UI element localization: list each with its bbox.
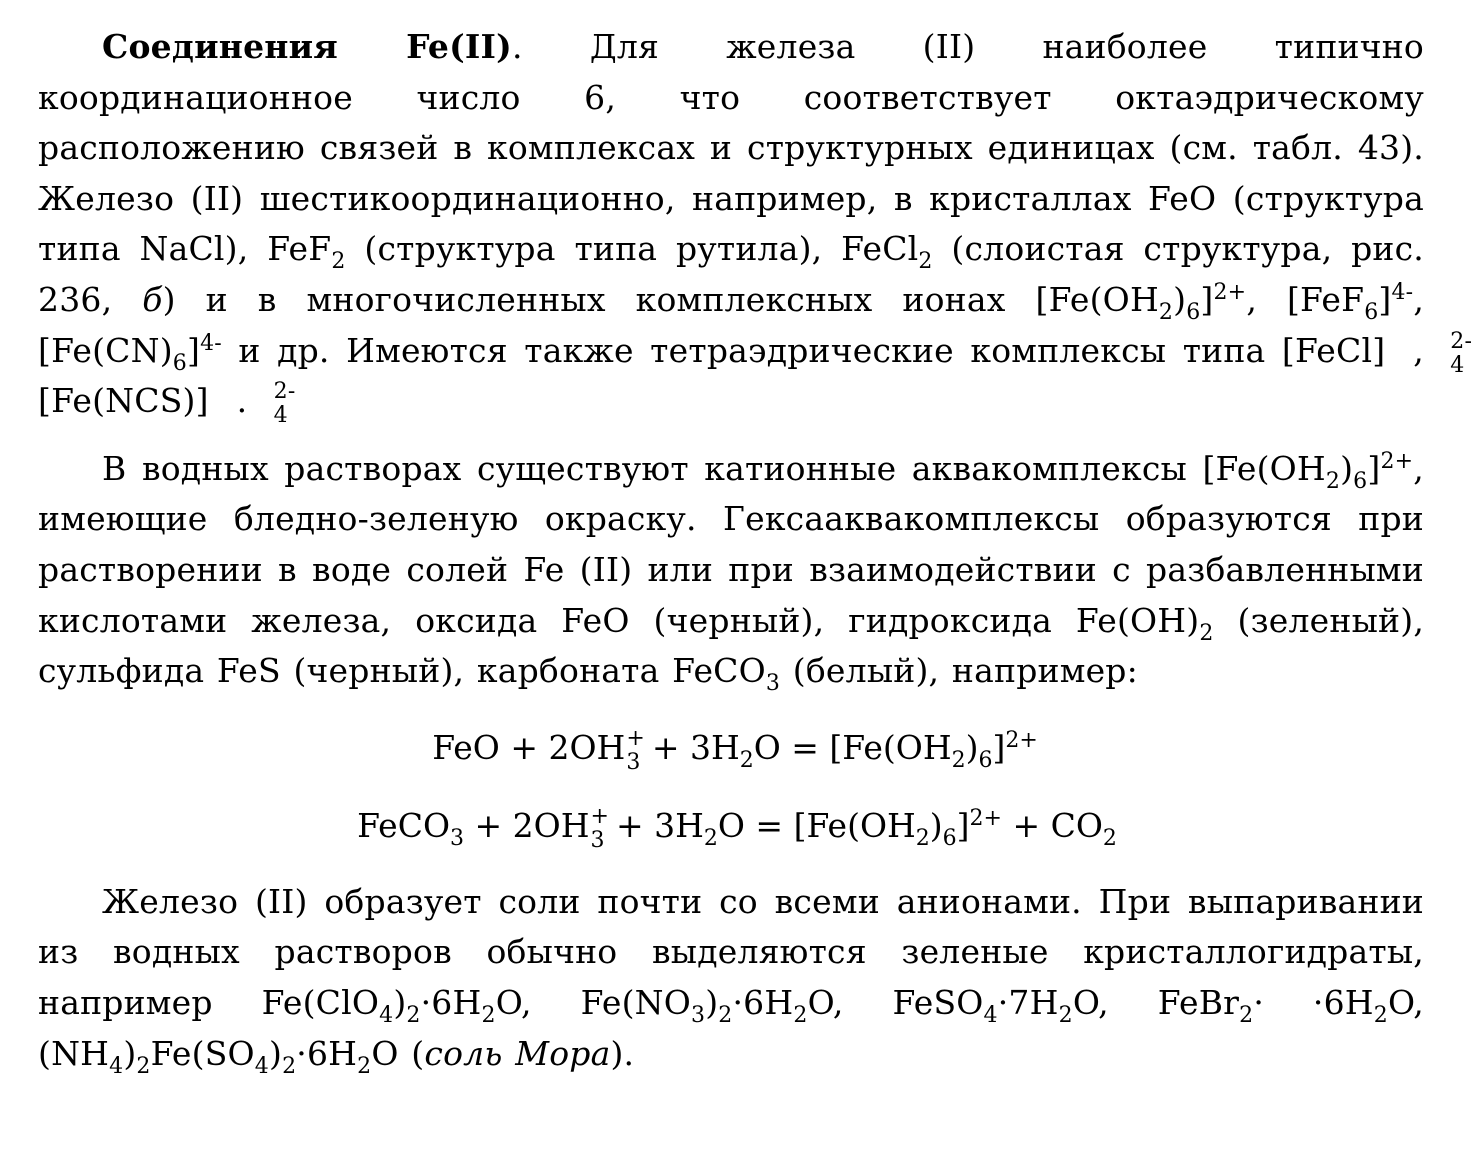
sub-sup-stack: + 3 xyxy=(590,803,609,853)
figure-letter: б xyxy=(142,279,163,319)
equations-block xyxy=(38,709,1424,865)
equation-1: FeO + 2OH + 3 + $3H_2O = [Fe(OH_2)_6]^{2+}$ xyxy=(432,725,1038,775)
page xyxy=(38,22,1472,1079)
equation-2: FeCO$_3$ + 2OH + 3 + $3H_2O = [Fe(OH_2)_6]^{2+} + CO_2$ xyxy=(357,803,1117,853)
mohr-salt-name: соль Мора xyxy=(424,1033,611,1073)
paragraph-fe2-compounds: Соединения Fe(II). Для железа (II) наиболее типично координационное число 6, что соответствует октаэдрическому расположению связей в комплексах и структурных единицах (см. табл. 43). Железо (II) шестикоординационно, например, в кристаллах FeO (структура типа NaCl), FeF$_2$ (структура типа рутила), FeCl$_2$ (слоистая структура, рис. 236, б) и в многочисленных комплексных ионах $[Fe(OH_2)_6]^{2+}$, $[FeF_6]^{4-}$, $[Fe(CN)_6]^{4-}$ и др. Имеются также тетраэдрические комплексы типа [FeCl] 2- 4 , [Fe(NCS)] 2- 4 . xyxy=(38,27,1472,429)
section-lead-title: Соединения Fe(II) xyxy=(102,27,512,66)
paragraph-salts: Железо (II) образует соли почти со всеми анионами. При выпаривании из водных растворов обычно выделяются зеленые кристаллогидраты, например $Fe(ClO_4)_2\cdot 6H_2O$, $Fe(NO_3)_2\cdot 6H_2O$, $FeSO_4\cdot 7H_2O$, FeBr$_2$· $\cdot 6H_2O$, $(NH_4)_2Fe(SO_4)_2\cdot 6H_2O$ (соль Мора). xyxy=(38,881,1424,1079)
sub-sup-stack: 2- 4 xyxy=(1450,328,1472,378)
sub-sup-stack: 2- 4 xyxy=(273,379,296,429)
sub-sup-stack: + 3 xyxy=(626,725,645,775)
paragraph-aqua-complexes: В водных растворах существуют катионные аквакомплексы $[Fe(OH_2)_6]^{2+}$, имеющие бледно-зеленую окраску. Гексааквакомплексы образуются при растворении в воде солей Fe (II) или при взаимодействии с разбавленными кислотами железа, оксида FeO (черный), гидроксида $Fe(OH)_2$ (зеленый), сульфида FeS (черный), карбоната FeCO$_3$ (белый), например: xyxy=(38,448,1425,697)
